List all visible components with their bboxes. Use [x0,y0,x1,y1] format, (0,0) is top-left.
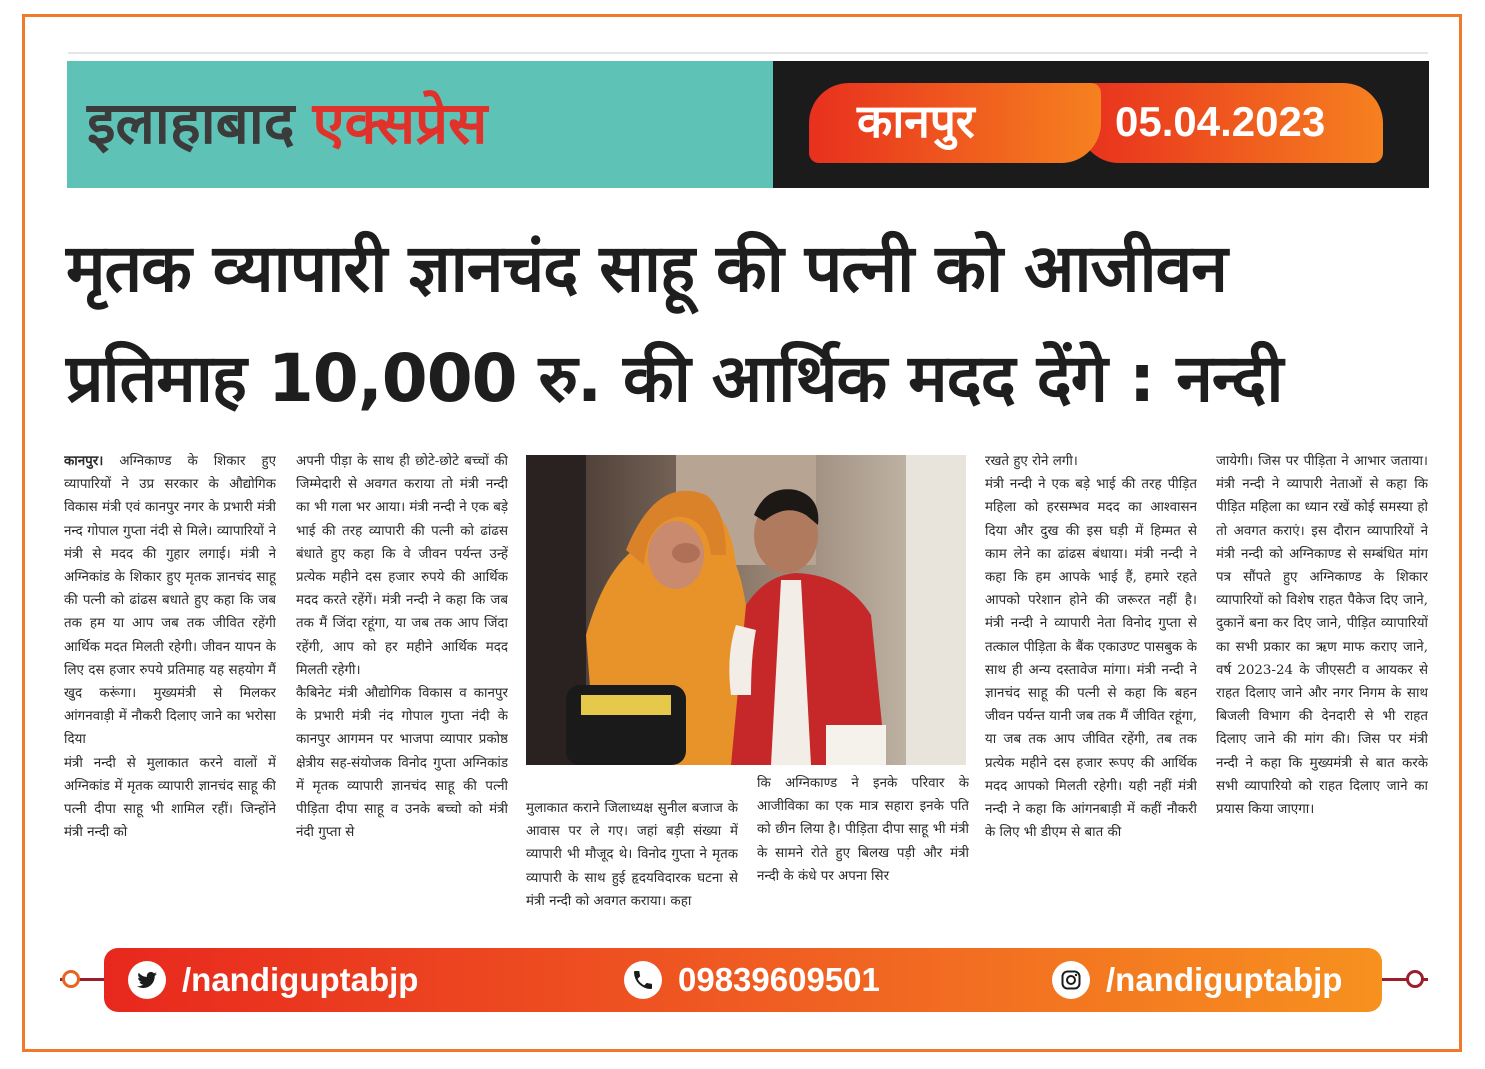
column-6-text: जायेगी। जिस पर पीड़िता ने आभार जताया। मंत्री नन्दी ने व्यापारी नेताओं से कहा कि पीड़ित महिला का ध्यान रखें कोई समस्या हो तो अवगत कराएं। इस दौरान व्यापारियों ने मंत्री नन्दी को अग्निकाण्ड से सम्बंधित मांग पत्र सौंपते हुए अग्निकाण्ड के शिकार व्यापारियों को विशेष राहत पैकेज दिए जाने, दुकानें बना कर दिए जाने, पीड़ित व्यापारियों का सभी प्रकार का ऋण माफ कराए जाने, वर्ष 2023-24 के जीएसटी व आयकर से राहत दिलाए जाने और नगर निगम के साथ बिजली विभाग की देनदारी से भी राहत दिलाए जाने की मांग की। जिस पर मंत्री नन्दी ने कहा कि मुख्यमंत्री से बात करके सभी व्यापारियो को राहत दिलाए जाने का प्रयास किया जाएगा। [1216,454,1428,818]
newspaper-name [87,83,487,163]
column-3-text: मुलाकात कराने जिलाध्यक्ष सुनील बजाज के आवास पर ले गए। जहां बड़ी संख्या में व्यापारी भी मौजूद थे। विनोद गुप्ता ने मृतक व्यापारी के साथ हुई हृदयविदारक घटना से मंत्री नन्दी को अवगत कराया। कहा [526,801,738,909]
column-5-text-b: मंत्री नन्दी ने एक बड़े भाई की तरह पीड़ित महिला को हरसम्भव मदद का आश्वासन दिया और दुख की इस घड़ी में हिम्मत से काम लेने का ढांढस बंधाया। मंत्री नन्दी ने कहा कि हम आपके भाई हैं, हमारे रहते आपको परेशान होने की जरूरत नहीं है। मंत्री नन्दी ने व्यापारी नेता विनोद गुप्ता से तत्काल पीड़िता के बैंक एकाउण्ट पासबुक के साथ ही अन्य दस्तावेज मांगा। मंत्री नन्दी ने ज्ञानचंद साहू की पत्नी से कहा कि बहन जीवन पर्यन्त यानी जब तक मैं जीवित रहूंगा, या जब तक आप जीवित रहेंगी, तब तक प्रत्येक महीने दस हजार रूपए की आर्थिक मदद आपको मिलती रहेगी। यही नहीं मंत्री नन्दी ने कहा कि आंगनबाड़ी में कहीं नौकरी के लिए भी डीएम से बात की [985,477,1197,841]
date-badge [1079,83,1383,163]
headline-line-2: प्रतिमाह 10,000 रु. की आर्थिक मदद देंगे : नन्दी [66,340,1283,417]
article-dateline: कानपुर। [64,453,104,469]
headline-line-1: मृतक व्यापारी ज्ञानचंद साहू की पत्नी को आजीवन [66,230,1227,307]
column-1-text-b: मंत्री नन्दी से मुलाकात करने वालों में अग्निकांड में मृतक व्यापारी ज्ञानचंद साहू की पत्नी दीपा साहू भी शामिल रहीं। जिन्होंने मंत्री नन्दी को [64,755,276,841]
masthead-info-panel [773,61,1429,188]
newspaper-name-part1: इलाहाबाद [87,89,295,157]
column-2-text-b: कैबिनेट मंत्री औद्योगिक विकास व कानपुर के प्रभारी मंत्री नंद गोपाल गुप्ता नंदी के कानपुर आगमन पर भाजपा व्यापार प्रकोष्ठ क्षेत्रीय सह-संयोजक विनोद गुप्ता अग्निकांड में मृतक व्यापारी ज्ञानचंद साहू की पत्नी पीड़िता दीपा साहू व उनके बच्चो को मंत्री नंदी गुप्ता से [296,686,508,841]
social-footer-bar [104,948,1382,1012]
footer-rule-left-dot [62,970,80,988]
footer-phone[interactable] [624,948,880,1012]
phone-number: 09839609501 [678,961,880,998]
edition-date: 05.04.2023 [1115,98,1326,145]
top-divider [68,52,1428,54]
instagram-icon [1052,961,1090,999]
twitter-icon [128,961,166,999]
twitter-handle: /nandiguptabjp [182,961,419,998]
city-badge [809,83,1101,163]
article-column-3 [526,797,738,917]
column-4-text: कि अग्निकाण्ड ने इनके परिवार के आजीविका का एक मात्र सहारा इनके पति को छीन लिया है। पीड़िता दीपा साहू भी मंत्री के सामने रोते हुए बिलख पड़ी और मंत्री नन्दी के कंधे पर अपना सिर [757,776,969,884]
instagram-handle: /nandiguptabjp [1106,961,1343,998]
column-2-text: अपनी पीड़ा के साथ ही छोटे-छोटे बच्चों की जिम्मेदारी से अवगत कराया तो मंत्री नन्दी का भी गला भर आया। मंत्री नन्दी ने एक बड़े भाई की तरह व्यापारी की पत्नी को ढांढस बंधाते हुए कहा कि वे जीवन पर्यन्त उन्हें प्रत्येक महीने दस हजार रुपये की आर्थिक मदद करते रहेंगें। मंत्री नन्दी ने कहा कि जब तक मैं जिंदा रहूंगा, या जब तक आप जिंदा रहेंगी, आप को हर महीने आर्थिक मदद मिलती रहेगी। [296,454,508,678]
article-column-1 [64,450,276,916]
news-photo-illustration [526,455,966,765]
article-headline [66,214,1426,434]
footer-rule-right-dot [1406,970,1424,988]
article-column-6 [1216,450,1428,916]
masthead-name-panel [67,61,773,188]
article-column-5 [985,450,1197,916]
edition-city: कानपुर [857,94,975,148]
news-photo [526,455,966,765]
article-column-2 [296,450,508,916]
newspaper-name-part2: एक्सप्रेस [312,89,488,157]
column-5-text: रखते हुए रोने लगी। [985,454,1078,469]
footer-twitter[interactable] [128,948,418,1012]
column-1-text: अग्निकाण्ड के शिकार हुए व्यापारियों ने उप्र सरकार के औद्योगिक विकास मंत्री एवं कानपुर नगर के प्रभारी मंत्री नन्द गोपाल गुप्ता नंदी से मिले। व्यापारियों ने मंत्री से मदद की गुहार लगाई। मंत्री ने अग्निकांड के शिकार हुए मृतक ज्ञानचंद साहू की पत्नी को ढांढस बधाते हुए कहा कि जब तक हम या आप जब तक जीवित रहेंगी आर्थिक मदत मिलती रहेगी। जीवन यापन के लिए दस हजार रुपये प्रतिमाह यह सहयोग मैं खुद करूंगा। मुख्यमंत्री से मिलकर आंगनवाड़ी में नौकरी दिलाए जाने का भरोसा दिया [64,454,276,748]
phone-icon [624,961,662,999]
article-column-4 [757,772,969,917]
footer-instagram[interactable] [1052,948,1342,1012]
masthead [67,61,1429,188]
